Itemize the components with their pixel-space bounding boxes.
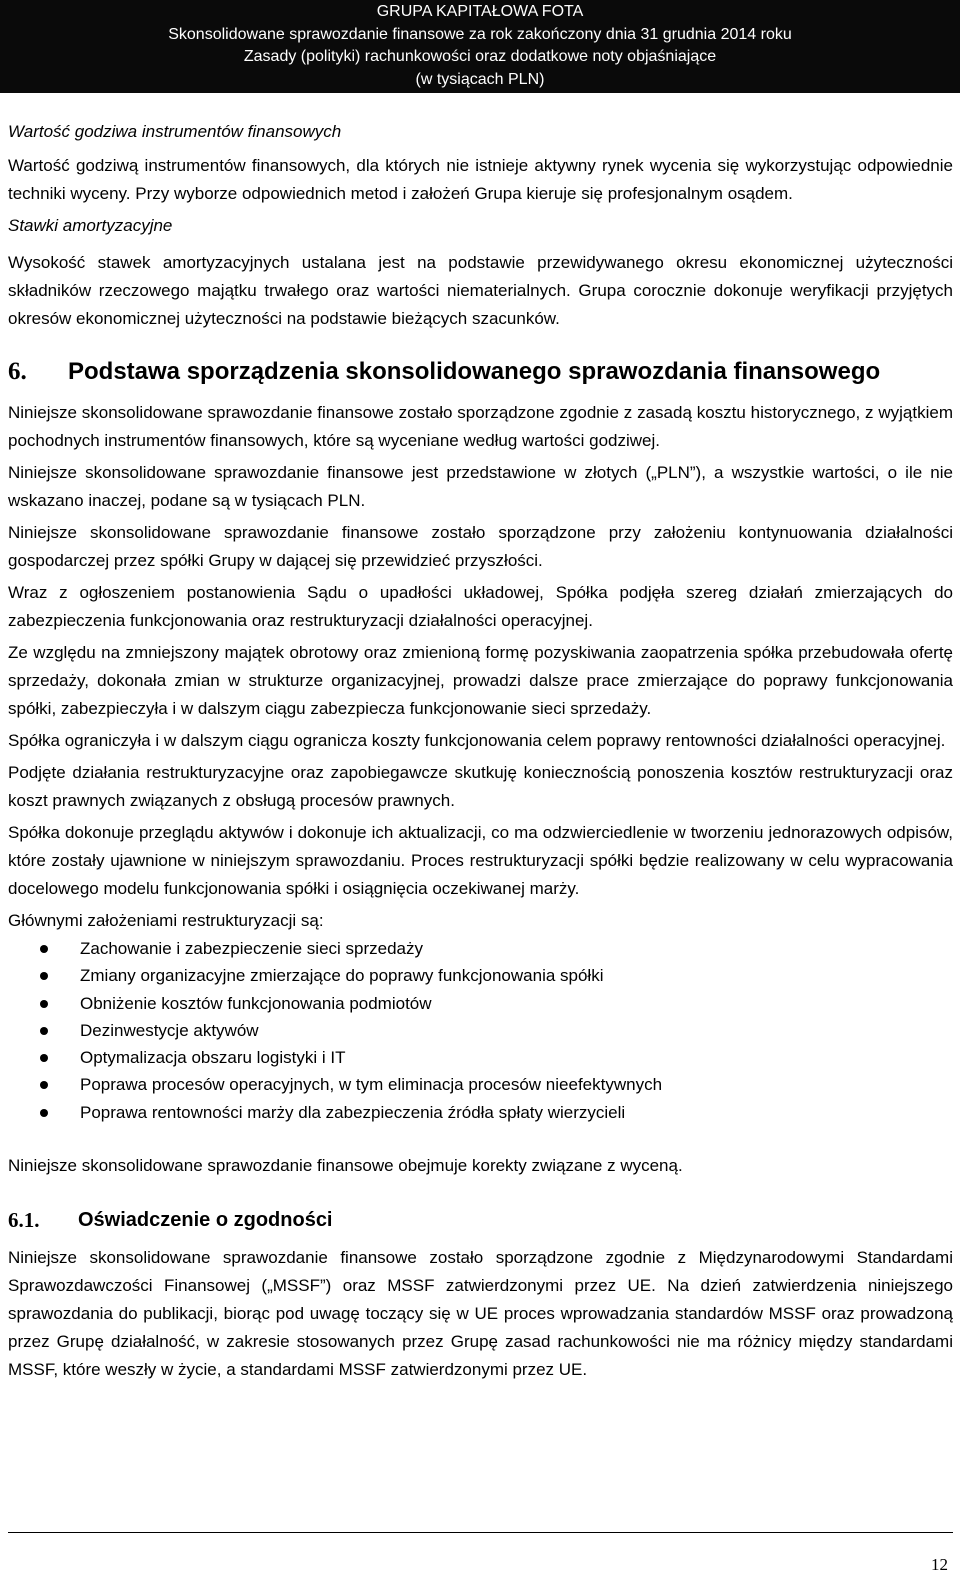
depreciation-text: Wysokość stawek amortyzacyjnych ustalana jest na podstawie przewidywanego okresu ekonomicznej użyteczności składników rzeczowego majątku trwałego oraz wartości niematerialnych. Grupa corocznie dokonuje weryfikacji przyjętych okresów ekonomicznej użyteczności na podstawie bieżących szacunków.: [8, 253, 953, 328]
section-6-1-number: 6.1.: [8, 1208, 40, 1233]
section-6-number: 6.: [8, 358, 27, 385]
report-title: Skonsolidowane sprawozdanie finansowe za rok zakończony dnia 31 grudnia 2014 roku: [168, 25, 792, 43]
section-6-paragraph: Podjęte działania restrukturyzacyjne oraz zapobiegawcze skutkuję koniecznością ponoszenia kosztów restrukturyzacji oraz koszt prawnych związanych z obsługą procesów prawnych.: [8, 763, 953, 810]
assumptions-list: [8, 935, 953, 1126]
fair-value-text: Wartość godziwą instrumentów finansowych, dla których nie istnieje aktywny rynek wycenia się wykorzystując odpowiednie techniki wyceny. Przy wyborze odpowiednich metod i założeń Grupa kieruje się profesjonalnym osądem.: [8, 156, 953, 203]
bullet-icon: [40, 1027, 48, 1035]
section-6-paragraph: Niniejsze skonsolidowane sprawozdanie finansowe zostało sporządzone przy założeniu kontynuowania działalności gospodarczej przez spółki Grupy w dającej się przewidzieć przyszłości.: [8, 523, 953, 570]
section-6-paragraph: Spółka dokonuje przeglądu aktywów i dokonuje ich aktualizacji, co ma odzwierciedlenie w tworzeniu jednorazowych odpisów, które zostały ujawnione w niniejszym sprawozdaniu. Proces restrukturyzacji spółki będzie realizowany w celu wypracowania docelowego modelu funkcjonowania spółki i osiągnięcia oczekiwanej marży.: [8, 823, 953, 898]
page-content: [8, 118, 953, 1384]
list-item: Poprawa procesów operacyjnych, w tym eliminacja procesów nieefektywnych: [8, 1071, 953, 1098]
report-subtitle: Zasady (polityki) rachunkowości oraz dodatkowe noty objaśniające: [243, 48, 717, 65]
bullet-icon: [40, 1109, 48, 1117]
section-6-1-text: Niniejsze skonsolidowane sprawozdanie finansowe zostało sporządzone zgodnie z Międzynarodowymi Standardami Sprawozdawczości Finansowej („MSSF”) oraz MSSF zatwierdzonymi przez UE. Na dzień zatwierdzenia niniejszego sprawozdania do publikacji, biorąc pod uwagę toczący się w UE proces wprowadzania standardów MSSF oraz prowadzoną przez Grupę działalność, w zakresie stosowanych przez Grupę zasad rachunkowości nie ma różnicy między standardami MSSF, które weszły w życie, a standardami MSSF zatwierdzonymi przez UE.: [8, 1248, 953, 1380]
section-6-1-heading: [8, 1206, 953, 1234]
list-item: Dezinwestycje aktywów: [8, 1017, 953, 1044]
section-6-closing: Niniejsze skonsolidowane sprawozdanie finansowe obejmuje korekty związane z wyceną.: [8, 1156, 683, 1176]
list-item: Zmiany organizacyjne zmierzające do poprawy funkcjonowania spółki: [8, 962, 953, 989]
list-item: Zachowanie i zabezpieczenie sieci sprzedaży: [8, 935, 953, 962]
footer-divider: [8, 1532, 953, 1533]
section-6-paragraph: Niniejsze skonsolidowane sprawozdanie finansowe zostało sporządzone zgodnie z zasadą kosztu historycznego, z wyjątkiem pochodnych instrumentów finansowych, które są wyceniane według wartości godziwej.: [8, 403, 953, 450]
assumptions-intro: Głównymi założeniami restrukturyzacji są:: [8, 911, 324, 930]
bullet-icon: [40, 972, 48, 980]
section-6-paragraph: Ze względu na zmniejszony majątek obrotowy oraz zmienioną formę pozyskiwania zaopatrzenia spółka przebudowała ofertę sprzedaży, dokonała zmian w strukturze organizacyjnej, prowadzi dalsze prace zmierzające do poprawy funkcjonowania spółki, zabezpieczyła i w dalszym ciągu zabezpiecza funkcjonowanie sieci sprzedaży.: [8, 643, 953, 718]
bullet-icon: [40, 1081, 48, 1089]
list-item: Optymalizacja obszaru logistyki i IT: [8, 1044, 953, 1071]
list-item: Obniżenie kosztów funkcjonowania podmiotów: [8, 990, 953, 1017]
document-header: [0, 0, 960, 93]
section-6-paragraph: Wraz z ogłoszeniem postanowienia Sądu o upadłości układowej, Spółka podjęła szereg działań zmierzających do zabezpieczenia funkcjonowania oraz restrukturyzacji działalności operacyjnej.: [8, 583, 953, 630]
page-number: 12: [931, 1555, 948, 1574]
bullet-icon: [40, 1000, 48, 1008]
bullet-icon: [40, 945, 48, 953]
section-6-1-title: Oświadczenie o zgodności: [78, 1209, 333, 1232]
section-6-paragraph: Niniejsze skonsolidowane sprawozdanie finansowe jest przedstawione w złotych („PLN”), a wszystkie wartości, o ile nie wskazano inaczej, podane są w tysiącach PLN.: [8, 463, 953, 510]
section-6-title: Podstawa sporządzenia skonsolidowanego sprawozdania finansowego: [68, 358, 881, 385]
section-6-paragraph: Spółka ograniczyła i w dalszym ciągu ogranicza koszty funkcjonowania celem poprawy rentowności działalności operacyjnej.: [8, 731, 946, 750]
list-item: Poprawa rentowności marży dla zabezpieczenia źródła spłaty wierzycieli: [8, 1099, 953, 1126]
company-name: GRUPA KAPITAŁOWA FOTA: [376, 3, 584, 20]
currency-note: (w tysiącach PLN): [415, 70, 545, 88]
section-6-heading: [8, 357, 953, 387]
bullet-icon: [40, 1054, 48, 1062]
fair-value-heading: Wartość godziwa instrumentów finansowych: [8, 122, 342, 141]
depreciation-heading: Stawki amortyzacyjne: [8, 216, 173, 235]
